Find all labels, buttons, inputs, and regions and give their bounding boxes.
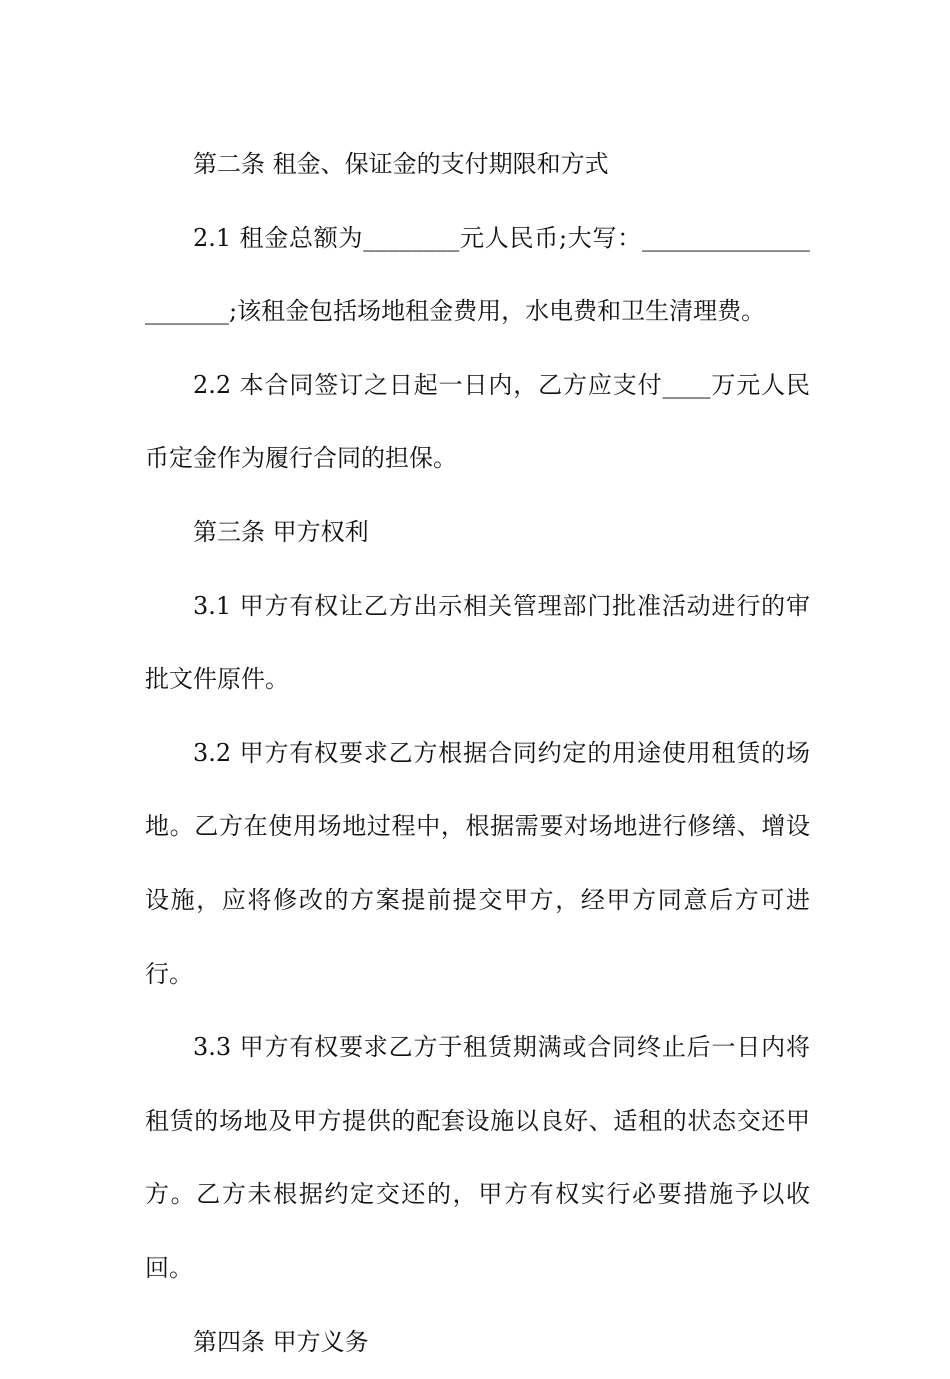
section-heading-article-4: 第四条 甲方义务 [145, 1306, 810, 1379]
clause-3-2: 3.2 甲方有权要求乙方根据合同约定的用途使用租赁的场地。乙方在使用场地过程中，根据需要对场地进行修缮、增设设施，应将修改的方案提前提交甲方，经甲方同意后方可进行。 [145, 717, 810, 1011]
clause-2-2: 2.2 本合同签订之日起一日内，乙方应支付____万元人民币定金作为履行合同的担保。 [145, 349, 810, 496]
clause-2-1: 2.1 租金总额为________元人民币;大写：_____________________;该租金包括场地租金费用，水电费和卫生清理费。 [145, 202, 810, 349]
clause-3-1: 3.1 甲方有权让乙方出示相关管理部门批准活动进行的审批文件原件。 [145, 570, 810, 717]
document-body [145, 128, 810, 1379]
section-heading-article-2: 第二条 租金、保证金的支付期限和方式 [145, 128, 810, 202]
section-heading-article-3: 第三条 甲方权利 [145, 496, 810, 570]
clause-3-3: 3.3 甲方有权要求乙方于租赁期满或合同终止后一日内将租赁的场地及甲方提供的配套设施以良好、适租的状态交还甲方。乙方未根据约定交还的，甲方有权实行必要措施予以收回。 [145, 1011, 810, 1305]
